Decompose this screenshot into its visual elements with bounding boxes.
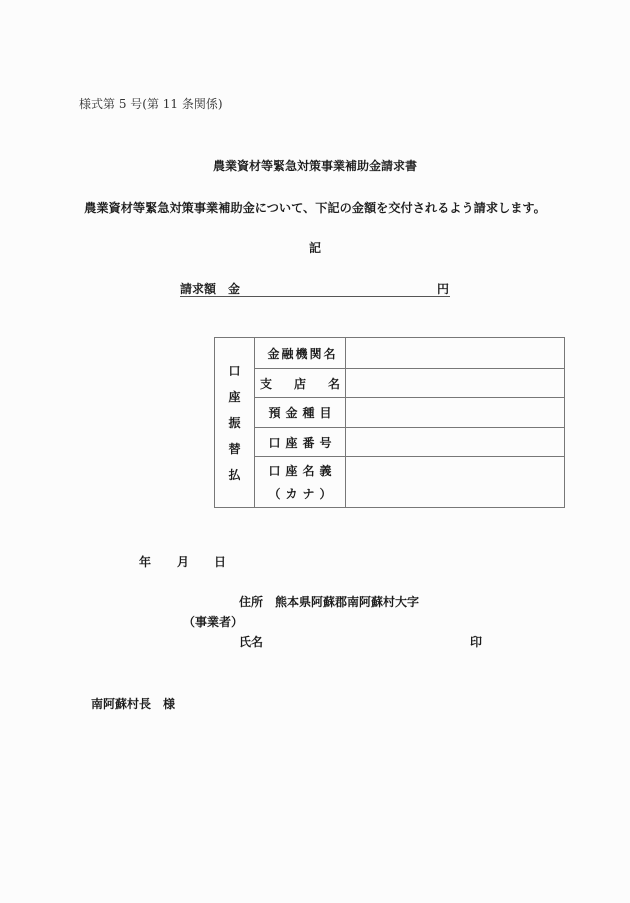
account-holder-label-text: 口座名義 — [268, 464, 337, 478]
group-char: 替 — [228, 441, 241, 456]
account-holder-field[interactable] — [346, 457, 565, 508]
seal-mark: 印 — [470, 635, 483, 649]
address-line — [239, 593, 419, 610]
group-char: 座 — [228, 389, 241, 404]
deposit-type-label: 預金種目 — [255, 398, 346, 428]
branch-name-field[interactable] — [346, 369, 565, 398]
request-amount-field[interactable] — [180, 280, 450, 297]
name-line — [239, 633, 263, 650]
business-operator-label: （事業者） — [183, 615, 244, 629]
year-label: 年 — [139, 555, 152, 569]
document-title: 農業資材等緊急対策事業補助金請求書 — [212, 159, 417, 173]
day-label: 日 — [214, 555, 227, 569]
name-label: 氏名 — [239, 635, 264, 649]
form-number: 様式第 5 号(第 11 条関係) — [79, 97, 223, 111]
address-label: 住所 — [239, 595, 264, 609]
address-value[interactable]: 熊本県阿蘇郡南阿蘇村大字 — [275, 595, 420, 609]
group-char: 口 — [228, 363, 241, 378]
date-line[interactable] — [139, 553, 226, 570]
lead-text: 農業資材等緊急対策事業補助金について、下記の金額を交付されるよう請求します。 — [84, 201, 546, 215]
branch-name-label: 支 店 名 — [255, 369, 346, 398]
group-char: 払 — [228, 467, 241, 482]
yen-unit: 円 — [436, 282, 449, 296]
account-holder-label — [255, 457, 346, 508]
deposit-type-field[interactable] — [346, 398, 565, 428]
kana-sublabel: （カナ） — [268, 487, 337, 501]
group-char: 振 — [228, 415, 241, 430]
request-amount-label: 請求額 金 — [180, 282, 241, 296]
addressee: 南阿蘇村長 様 — [91, 697, 176, 711]
ki-heading: 記 — [308, 241, 321, 255]
month-label: 月 — [177, 555, 190, 569]
account-transfer-group-label — [215, 338, 255, 508]
bank-transfer-table — [214, 337, 565, 508]
account-number-field[interactable] — [346, 428, 565, 457]
bank-name-field[interactable] — [346, 338, 565, 369]
account-number-label: 口座番号 — [255, 428, 346, 457]
bank-name-label: 金融機関名 — [255, 338, 346, 369]
